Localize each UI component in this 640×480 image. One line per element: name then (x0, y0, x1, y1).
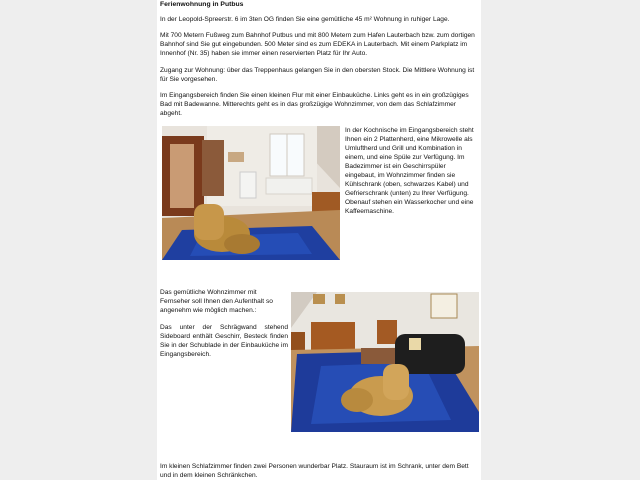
paragraph-entrance: Im Eingangsbereich finden Sie einen kleinen Flur mit einer Einbauküche. Links geht es in ein großzügiges Bad mit Badewanne. Mitterechts geht es in das großzügige Wohnzimmer, von dem das Schlafzimmer abgeht. (160, 92, 469, 117)
paragraph-kitchen: In der Kochnische im Eingangsbereich steht Ihnen ein 2 Plattenherd, eine Mikrowelle als Umluftherd und Grill und Kombination in einem, und eine Spüle zur Verfügung. Im Badezimmer ist ein Geschirrspüler eingebaut, im Wohnzimmer finden sie Kühlschrank (oben, schwarzes Kabel) und Gefrierschrank (unten) zu Ihrer Verfügung. Obenauf stehen ein Wasserkocher und eine Kaffeemaschine. (345, 127, 474, 215)
living-room-photo-2 (291, 292, 479, 432)
document-title: Ferienwohnung in Putbus (160, 1, 244, 8)
paragraph-location: Mit 700 Metern Fußweg zum Bahnhof Putbus und mit 800 Metern zum Hafen Lauterbach bzw. zum dortigen Bahnhof sind Sie gut eingebunden. 500 Meter sind es zum EDEKA in Lauterbach. Mit einem Parkplatz im Innenhof (Nr. 35) haben sie immer einen reservierten Platz für Ihr Auto. (160, 32, 475, 57)
paragraph-access: Zugang zur Wohnung: über das Treppenhaus gelangen Sie in den obersten Stock. Die Mittlere Wohnung ist für Sie vorgesehen. (160, 67, 475, 83)
living-room-photo-1 (162, 126, 340, 260)
paragraph-bedroom: Im kleinen Schlafzimmer finden zwei Personen wunderbar Platz. Stauraum ist im Schrank, unter dem Bett und in dem kleinen Schränkchen. (160, 463, 469, 479)
paragraph-address: In der Leopold-Spreerstr. 6 im 3ten OG finden Sie eine gemütliche 45 m² Wohnung in ruhiger Lage. (160, 16, 450, 23)
paragraph-livingroom: Das gemütliche Wohnzimmer mit Fernseher soll Ihnen den Aufenthalt so angenehm wie möglich machen.: (160, 289, 273, 314)
document-page (157, 0, 481, 480)
paragraph-sideboard: Das unter der Schrägwand stehend Sideboard enthält Geschirr, Besteck finden Sie in der Schublade in der Einbauküche im Eingangsbereich. (160, 324, 288, 358)
